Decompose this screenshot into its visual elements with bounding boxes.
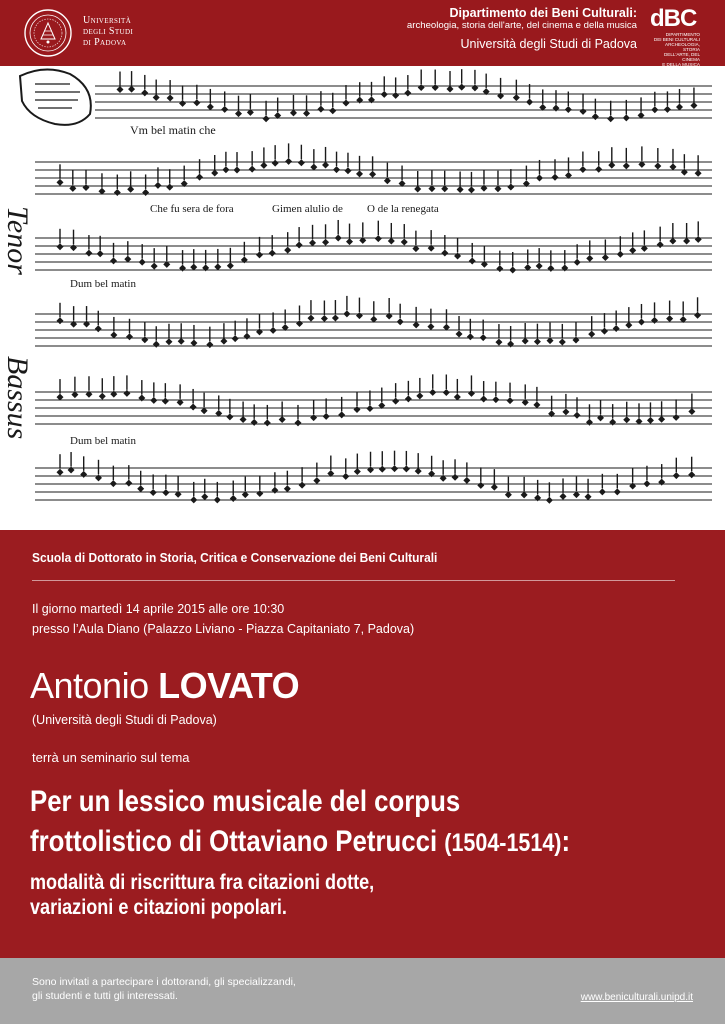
initial-letter-ornament-icon	[35, 84, 80, 108]
note-head	[366, 405, 373, 412]
dbc-logo-caption-line: ARCHEOLOGIA, STORIA	[665, 42, 700, 52]
note-head	[206, 341, 213, 348]
note-head	[141, 336, 148, 343]
note-head	[601, 328, 608, 335]
note-head	[647, 417, 654, 424]
note-head	[592, 113, 599, 120]
note-head	[128, 86, 135, 93]
note-head	[454, 252, 461, 259]
seminar-announcement: terrà un seminario sul tema	[32, 750, 190, 765]
note-head	[673, 472, 680, 479]
note-head	[335, 234, 342, 241]
note-head	[595, 166, 602, 173]
note-head	[296, 242, 303, 249]
dbc-logo-caption-line: E DELLA MUSICA	[662, 62, 700, 67]
note-head	[454, 393, 461, 400]
dbc-logo-caption	[648, 32, 700, 67]
note-head	[513, 94, 520, 101]
note-head	[629, 247, 636, 254]
note-head	[688, 408, 695, 415]
note-head	[579, 166, 586, 173]
note-head	[256, 328, 263, 335]
note-head	[480, 334, 487, 341]
seminar-title-line	[30, 822, 570, 863]
note-head	[123, 390, 130, 397]
note-head	[456, 331, 463, 338]
note-head	[142, 189, 149, 196]
note-head	[127, 186, 134, 193]
note-head	[214, 496, 221, 503]
note-head	[392, 92, 399, 99]
note-head	[201, 493, 208, 500]
dbc-logo	[650, 5, 720, 67]
note-head	[375, 235, 382, 242]
note-head	[562, 408, 569, 415]
note-head	[617, 251, 624, 258]
dbc-logo-caption-line: DELL'ARTE, DEL CINEMA	[663, 52, 700, 62]
seminar-subtitle	[30, 870, 374, 920]
note-head	[296, 320, 303, 327]
note-head	[597, 414, 604, 421]
seminar-subtitle-line: modalità di riscrittura fra citazioni dotte,	[30, 871, 375, 894]
note-head	[416, 392, 423, 399]
note-head	[658, 479, 665, 486]
note-head	[322, 239, 329, 246]
seminar-location: presso l’Aula Diano (Palazzo Liviano - Piazza Capitaniato 7, Padova)	[32, 622, 415, 636]
note-head	[586, 255, 593, 262]
note-head	[669, 238, 676, 245]
note-head	[447, 86, 454, 93]
score-lyric: Che fu sera de fora	[150, 203, 234, 215]
note-head	[356, 170, 363, 177]
note-head	[468, 390, 475, 397]
note-head	[329, 107, 336, 114]
note-head	[491, 484, 498, 491]
note-head	[220, 338, 227, 345]
header-bar	[0, 0, 725, 66]
note-head	[666, 315, 673, 322]
seminar-title	[30, 782, 570, 863]
note-head	[673, 414, 680, 421]
note-head	[332, 315, 339, 322]
note-head	[150, 489, 157, 496]
note-head	[458, 84, 465, 91]
note-head	[391, 465, 398, 472]
note-head	[97, 250, 104, 257]
note-head	[179, 265, 186, 272]
note-head	[323, 413, 330, 420]
doctoral-school-name: Scuola di Dottorato in Storia, Critica e Conservazione dei Beni Culturali	[32, 550, 438, 565]
note-head	[599, 488, 606, 495]
note-head	[526, 99, 533, 106]
university-seal-icon	[24, 9, 72, 57]
note-head	[285, 158, 292, 165]
seminar-panel	[0, 530, 725, 958]
note-head	[356, 97, 363, 104]
note-head	[492, 396, 499, 403]
note-head	[443, 389, 450, 396]
note-head	[165, 338, 172, 345]
note-head	[429, 389, 436, 396]
note-head	[452, 474, 459, 481]
department-block	[407, 6, 637, 53]
note-head	[657, 241, 664, 248]
note-head	[536, 174, 543, 181]
department-subtitle: archeologia, storia dell'arte, del cinema e della musica	[406, 20, 637, 31]
note-head	[309, 239, 316, 246]
note-head	[534, 338, 541, 345]
note-head	[586, 419, 593, 426]
note-head	[669, 163, 676, 170]
speaker-affiliation: (Università degli Studi di Padova)	[32, 713, 217, 727]
note-head	[547, 265, 554, 272]
note-head	[57, 317, 64, 324]
note-head	[150, 397, 157, 404]
note-head	[480, 396, 487, 403]
score-lyric: Gimen alulio de	[272, 203, 343, 215]
invitation-line: gli studenti e tutti gli interessati.	[32, 990, 178, 1002]
note-head	[154, 182, 161, 189]
note-head	[522, 337, 529, 344]
seminar-title-years: (1504-1514)	[444, 829, 562, 857]
note-head	[222, 166, 229, 173]
note-head	[125, 480, 132, 487]
note-head	[256, 251, 263, 258]
note-head	[57, 469, 64, 476]
university-name	[83, 15, 133, 48]
seminar-date: Il giorno martedì 14 aprile 2015 alle ore 10:30	[32, 602, 285, 616]
note-head	[551, 174, 558, 181]
note-head	[310, 414, 317, 421]
note-head	[342, 100, 349, 107]
university-name-line: degli Studi	[83, 26, 134, 37]
invitation-text	[32, 975, 296, 1003]
seminar-title-text: frottolistico di Ottaviano Petrucci	[30, 825, 438, 858]
note-head	[471, 84, 478, 91]
note-head	[338, 411, 345, 418]
note-head	[141, 89, 148, 96]
seminar-date-location	[32, 599, 414, 639]
seminar-title-colon: :	[561, 825, 571, 858]
voice-label-tenor: Tenor	[1, 206, 34, 275]
note-head	[623, 114, 630, 121]
dbc-logo-caption-line: DIPARTIMENTO	[665, 32, 700, 37]
note-head	[137, 485, 144, 492]
note-head	[153, 94, 160, 101]
note-head	[477, 482, 484, 489]
note-head	[588, 331, 595, 338]
note-head	[243, 333, 250, 340]
note-head	[658, 416, 665, 423]
note-head	[427, 323, 434, 330]
note-head	[585, 493, 592, 500]
note-head	[404, 90, 411, 97]
note-head	[405, 395, 412, 402]
note-head	[298, 159, 305, 166]
note-head	[207, 103, 214, 110]
note-head	[695, 236, 702, 243]
department-title: Dipartimento dei Beni Culturali:	[449, 6, 637, 20]
note-head	[574, 259, 581, 266]
note-head	[126, 333, 133, 340]
note-head	[354, 406, 361, 413]
note-head	[317, 106, 324, 113]
note-head	[559, 338, 566, 345]
note-head	[509, 267, 516, 274]
note-head	[367, 466, 374, 473]
note-head	[99, 393, 106, 400]
note-head	[602, 254, 609, 261]
note-head	[234, 167, 241, 174]
note-head	[623, 162, 630, 169]
note-head	[279, 416, 286, 423]
note-head	[232, 335, 239, 342]
note-head	[401, 239, 408, 246]
note-head	[432, 84, 439, 91]
note-head	[294, 419, 301, 426]
note-head	[415, 468, 422, 475]
note-head	[533, 401, 540, 408]
dbc-logo-mark: dBC	[650, 5, 697, 32]
note-head	[683, 237, 690, 244]
note-head	[561, 265, 568, 272]
note-head	[138, 395, 145, 402]
note-head	[495, 339, 502, 346]
note-head	[497, 92, 504, 99]
note-head	[346, 238, 353, 245]
note-head	[654, 163, 661, 170]
note-head	[271, 487, 278, 494]
note-head	[414, 186, 421, 193]
note-head	[114, 189, 121, 196]
note-head	[256, 490, 263, 497]
note-head	[392, 398, 399, 405]
voice-label-bassus: Bassus	[1, 356, 34, 440]
note-head	[651, 317, 658, 324]
note-head	[623, 416, 630, 423]
note-head	[226, 413, 233, 420]
website-link[interactable]: www.beniculturali.unipd.it	[580, 992, 693, 1003]
university-name-line: di Padova	[83, 37, 127, 48]
note-head	[227, 262, 234, 269]
note-head	[190, 403, 197, 410]
note-head	[379, 466, 386, 473]
initial-letter-ornament-icon	[20, 69, 91, 124]
seminar-title-line: Per un lessico musicale del corpus	[30, 785, 461, 818]
note-head	[196, 174, 203, 181]
note-head	[467, 333, 474, 340]
speaker-last-name: LOVATO	[158, 665, 300, 706]
note-head	[369, 171, 376, 178]
note-head	[333, 166, 340, 173]
note-head	[688, 471, 695, 478]
invitation-line: Sono invitati a partecipare i dottorandi, gli specializzandi,	[32, 976, 296, 988]
note-head	[251, 419, 258, 426]
note-head	[313, 477, 320, 484]
note-head	[354, 468, 361, 475]
note-head	[552, 105, 559, 112]
note-head	[307, 315, 314, 322]
note-head	[153, 341, 160, 348]
note-head	[651, 106, 658, 113]
note-head	[560, 493, 567, 500]
note-head	[507, 397, 514, 404]
note-head	[342, 473, 349, 480]
note-head	[211, 169, 218, 176]
score-lyric: Dum bel matin	[70, 435, 136, 447]
note-head	[190, 496, 197, 503]
note-head	[468, 186, 475, 193]
note-head	[117, 86, 124, 93]
note-head	[638, 318, 645, 325]
note-head	[580, 108, 587, 115]
note-head	[193, 99, 200, 106]
note-head	[110, 331, 117, 338]
department-university: Università degli Studi di Padova	[460, 37, 637, 51]
note-head	[321, 315, 328, 322]
dbc-logo-caption-line: DEI BENI CULTURALI	[653, 37, 700, 42]
note-head	[397, 318, 404, 325]
note-head	[343, 310, 350, 317]
note-head	[457, 186, 464, 193]
note-head	[664, 106, 671, 113]
note-head	[625, 322, 632, 329]
note-head	[613, 325, 620, 332]
note-head	[573, 412, 580, 419]
note-head	[166, 184, 173, 191]
note-head	[110, 480, 117, 487]
note-head	[70, 244, 77, 251]
speaker-name	[30, 666, 299, 706]
note-head	[469, 257, 476, 264]
note-head	[263, 115, 270, 122]
note-head	[139, 259, 146, 266]
note-head	[608, 162, 615, 169]
note-head	[356, 312, 363, 319]
note-head	[303, 110, 310, 117]
note-head	[235, 110, 242, 117]
note-head	[546, 497, 553, 504]
note-head	[463, 477, 470, 484]
note-head	[284, 485, 291, 492]
note-head	[110, 257, 117, 264]
note-head	[388, 237, 395, 244]
note-head	[214, 263, 221, 270]
note-head	[264, 419, 271, 426]
note-head	[151, 263, 158, 270]
note-head	[609, 419, 616, 426]
note-head	[403, 465, 410, 472]
score-lyric: Vm bel matin che	[130, 123, 216, 137]
note-head	[240, 416, 247, 423]
seminar-subtitle-line: variazioni e citazioni popolari.	[30, 896, 287, 919]
note-head	[260, 162, 267, 169]
university-name-line: Università	[83, 15, 132, 26]
note-head	[381, 91, 388, 98]
note-head	[643, 480, 650, 487]
note-head	[178, 338, 185, 345]
music-score-image	[0, 66, 725, 530]
score-lyric: Dum bel matin	[70, 278, 136, 290]
note-head	[95, 474, 102, 481]
note-head	[614, 488, 621, 495]
note-head	[607, 115, 614, 122]
note-head	[676, 103, 683, 110]
note-head	[441, 250, 448, 257]
note-head	[344, 167, 351, 174]
note-head	[162, 398, 169, 405]
note-head	[507, 184, 514, 191]
note-head	[418, 84, 425, 91]
note-head	[496, 265, 503, 272]
note-head	[695, 170, 702, 177]
note-head	[694, 312, 701, 319]
note-head	[269, 250, 276, 257]
note-head	[167, 95, 174, 102]
note-head	[95, 325, 102, 332]
note-head	[190, 339, 197, 346]
note-head	[80, 471, 87, 478]
note-head	[85, 250, 92, 257]
note-head	[221, 106, 228, 113]
note-head	[230, 495, 237, 502]
note-head	[162, 489, 169, 496]
note-head	[536, 263, 543, 270]
note-head	[249, 166, 256, 173]
note-head	[83, 184, 90, 191]
score-lyric: O de la renegata	[367, 203, 439, 215]
speaker-first-name: Antonio	[30, 665, 149, 706]
note-head	[565, 106, 572, 113]
note-head	[179, 100, 186, 107]
divider	[32, 580, 675, 581]
note-head	[299, 482, 306, 489]
note-head	[57, 179, 64, 186]
note-head	[690, 102, 697, 109]
note-head	[270, 327, 277, 334]
footer-bar	[0, 958, 725, 1024]
note-head	[57, 243, 64, 250]
note-head	[272, 160, 279, 167]
note-head	[284, 247, 291, 254]
